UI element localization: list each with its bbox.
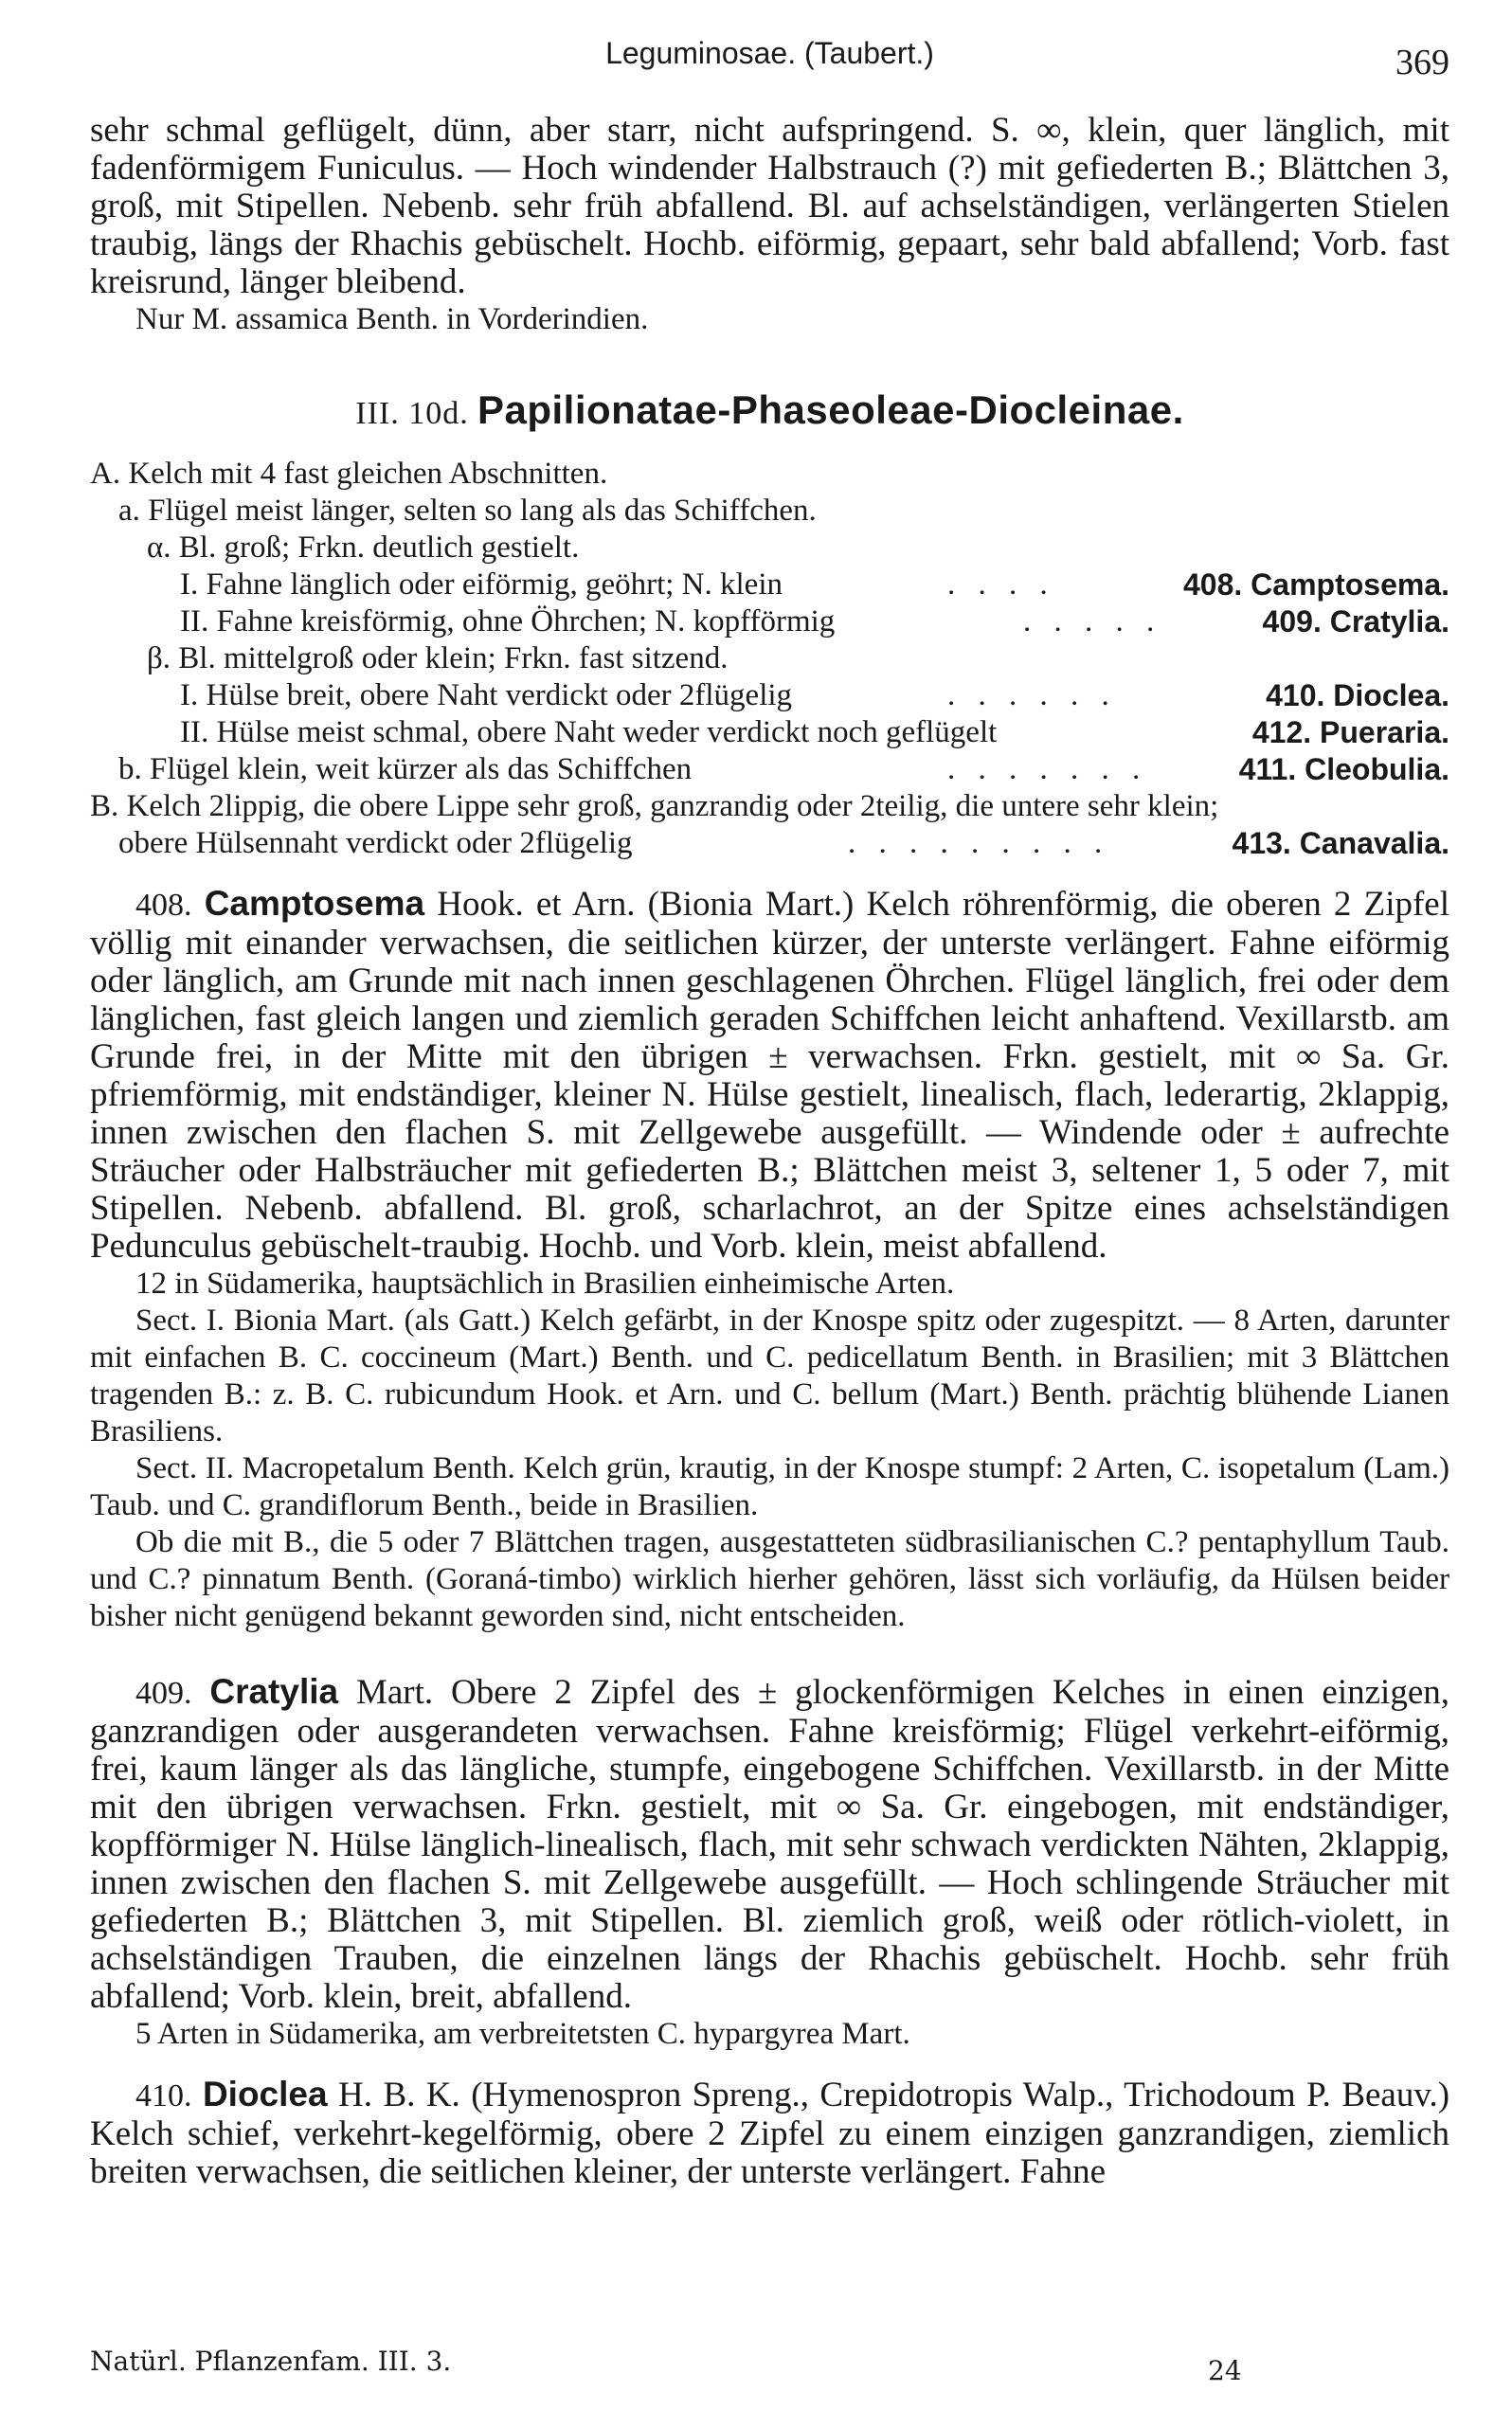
key-line [90, 493, 1449, 530]
sheet-number: 24 [1208, 2355, 1242, 2386]
key-line [90, 603, 1449, 640]
section-name: Papilionatae-Phaseoleae-Diocleinae. [477, 387, 1184, 432]
footer-signature: Natürl. Pflanzenfam. III. 3. [90, 2346, 452, 2377]
genus-note: Sect. I. Bionia Mart. (als Gatt.) Kelch gefärbt, in der Knospe spitz oder zugespitzt. — 8 Arten, darunter mit einfachen B. C. coccineum (Mart.) Benth. und C. pedicellatum Benth. in Brasilien; mit 3 Blättchen tragenden B.: z. B. C. rubicundum Hook. et Arn. und C. bellum (Mart.) Benth. prächtig blühende Lianen Brasiliens. [90, 1304, 1449, 1448]
key-line [90, 788, 1449, 825]
key-text: a. Flügel meist länger, selten so lang als das Schiffchen. [118, 494, 817, 528]
key-result: 411. Cleobulia. [1238, 752, 1449, 786]
key-line [90, 677, 1449, 714]
key-result: 412. Pueraria. [1251, 715, 1449, 749]
genus-camptosema [90, 885, 1449, 1266]
key-text: II. Fahne kreisförmig, ohne Öhrchen; N. kopfförmig [180, 604, 836, 638]
key-line [90, 825, 1449, 862]
key-text: II. Hülse meist schmal, obere Naht weder verdickt noch geflügelt [180, 715, 998, 749]
genus-number: 408. [135, 888, 192, 923]
section-heading [90, 387, 1449, 433]
key-result: 409. Cratylia. [1262, 604, 1449, 638]
genus-name: Dioclea [202, 2075, 328, 2113]
genus-note: Sect. II. Macropetalum Benth. Kelch grün, krautig, in der Knospe stumpf: 2 Arten, C. isopetalum (Lam.) Taub. und C. grandiflorum Benth., beide in Brasilien. [90, 1451, 1449, 1522]
key-line [90, 640, 1449, 677]
genus-name: Cratylia [209, 1672, 339, 1711]
key-text: β. Bl. mittelgroß oder klein; Frkn. fast sitzend. [147, 641, 729, 675]
leader-dots: . . . . . [1023, 604, 1162, 638]
genus-description: Mart. Obere 2 Zipfel des ± glockenförmigen Kelches in einen einzigen, ganzrandigen oder ausgerandeten verwachsen. Fahne kreisförmig; Flügel verkehrt-eiförmig, frei, kaum länger als das längliche, stumpfe, eingebogene Schiffchen. Vexillarstb. in der Mitte mit den übrigen verwachsen. Frkn. gestielt, mit ∞ Sa. Gr. eingebogen, mit endständiger, kopfförmiger N. Hülse länglich-linealisch, flach, mit sehr schwach verdickten Nähten, 2klappig, innen zwischen den flachen S. mit Zellgewebe ausgefüllt. — Hoch schlingende Sträucher mit gefiederten B.; Blättchen 3, mit Stipellen. Bl. ziemlich groß, weiß oder rötlich-violett, in achselständigen Trauben, die einzelnen längs der Rhachis gebüschelt. Hochb. sehr früh abfallend; Vorb. klein, breit, abfallend. [90, 1673, 1449, 2016]
key-text: α. Bl. groß; Frkn. deutlich gestielt. [147, 531, 580, 565]
genus-note: 5 Arten in Südamerika, am verbreitetsten C. hypargyrea Mart. [135, 2017, 910, 2051]
leader-dots: . . . . . . . [947, 752, 1148, 786]
genus-description: Hook. et Arn. (Bionia Mart.) Kelch röhrenförmig, die oberen 2 Zipfel völlig mit einander verwachsen, die seitlichen kürzer, der unterste verlängert. Fahne eiförmig oder länglich, am Grunde mit nach innen geschlagenen Öhrchen. Flügel länglich, frei oder dem länglichen, fast gleich langen und ziemlich geraden Schiffchen leicht anhaftend. Vexillarstb. am Grunde frei, in der Mitte mit den übrigen ± verwachsen. Frkn. gestielt, mit ∞ Sa. Gr. pfriemförmig, mit endständiger, kleiner N. Hülse gestielt, linealisch, flach, lederartig, 2klappig, innen zwischen den flachen S. mit Zellgewebe ausgefüllt. — Windende oder ± aufrechte Sträucher oder Halbsträucher mit gefiederten B.; Blättchen meist 3, seltener 1, 5 oder 7, mit Stipellen. Nebenb. abfallend. Bl. groß, scharlachrot, an der Spitze eines achselständigen Pedunculus gebüschelt-traubig. Hochb. und Vorb. klein, meist abfallend. [90, 885, 1450, 1266]
key-text: b. Flügel klein, weit kürzer als das Schiffchen [118, 752, 693, 786]
genus-number: 409. [135, 1676, 192, 1711]
key-line [90, 751, 1449, 788]
genus-cratylia [90, 1673, 1449, 2016]
intro-paragraph: sehr schmal geflügelt, dünn, aber starr, nicht aufspringend. S. ∞, klein, quer länglich, mit fadenförmigem Funiculus. — Hoch windender Halbstrauch (?) mit gefiederten B.; Blättchen 3, groß, mit Stipellen. Nebenb. sehr früh abfallend. Bl. auf achselständigen, verlängerten Stielen traubig, längs der Rhachis gebüschelt. Hochb. eiförmig, gepaart, sehr bald abfallend; Vorb. fast kreisrund, länger bleibend. [90, 111, 1449, 301]
key-line [90, 567, 1449, 603]
page-header [90, 28, 1449, 81]
key-result: 408. Camptosema. [1182, 567, 1449, 602]
key-text: A. Kelch mit 4 fast gleichen Abschnitten. [90, 457, 608, 491]
key-line [90, 530, 1449, 567]
key-text: I. Fahne länglich oder eiförmig, geöhrt; N. klein [180, 567, 783, 602]
page-footer [90, 2346, 1449, 2386]
genus-number: 410. [135, 2078, 192, 2113]
leader-dots: . . . . . . [947, 678, 1117, 712]
key-result: 413. Canavalia. [1232, 826, 1449, 860]
determination-key [90, 456, 1449, 862]
genus-note: 12 in Südamerika, hauptsächlich in Brasilien einheimische Arten. [135, 1267, 955, 1301]
key-text: obere Hülsennaht verdickt oder 2flügelig [118, 826, 633, 860]
genus-description: H. B. K. (Hymenospron Spreng., Crepidotropis Walp., Trichodoum P. Beauv.) Kelch schief, verkehrt-kegelförmig, obere 2 Zipfel zu einem einzigen ganzrandigen, ziemlich breiten verwachsen, die seitlichen kleiner, der unterste verlängert. Fahne [90, 2076, 1450, 2191]
page-number: 369 [1395, 43, 1449, 82]
genus-name: Camptosema [204, 884, 425, 923]
page-body [90, 112, 1449, 2191]
intro-note: Nur M. assamica Benth. in Vorderindien. [135, 302, 649, 336]
key-line [90, 456, 1449, 493]
key-line [90, 714, 1449, 751]
running-head: Leguminosae. (Taubert.) [605, 36, 934, 70]
section-number: III. 10d. [355, 396, 469, 431]
genus-note: Ob die mit B., die 5 oder 7 Blättchen tragen, ausgestatteten südbrasilianischen C.? pentaphyllum Taub. und C.? pinnatum Benth. (Goraná-timbo) wirklich hierher gehören, lässt sich vorläufig, da Hülsen beider bisher nicht genügend bekannt geworden sind, nicht entscheiden. [90, 1525, 1449, 1633]
genus-dioclea [90, 2076, 1449, 2191]
leader-dots: . . . . [947, 567, 1055, 602]
key-text: B. Kelch 2lippig, die obere Lippe sehr groß, ganzrandig oder 2teilig, die untere sehr klein; [90, 789, 1219, 823]
leader-dots: . . . . . . . . . [848, 826, 1110, 860]
key-text: I. Hülse breit, obere Naht verdickt oder 2flügelig [180, 678, 793, 712]
key-result: 410. Dioclea. [1266, 678, 1449, 712]
